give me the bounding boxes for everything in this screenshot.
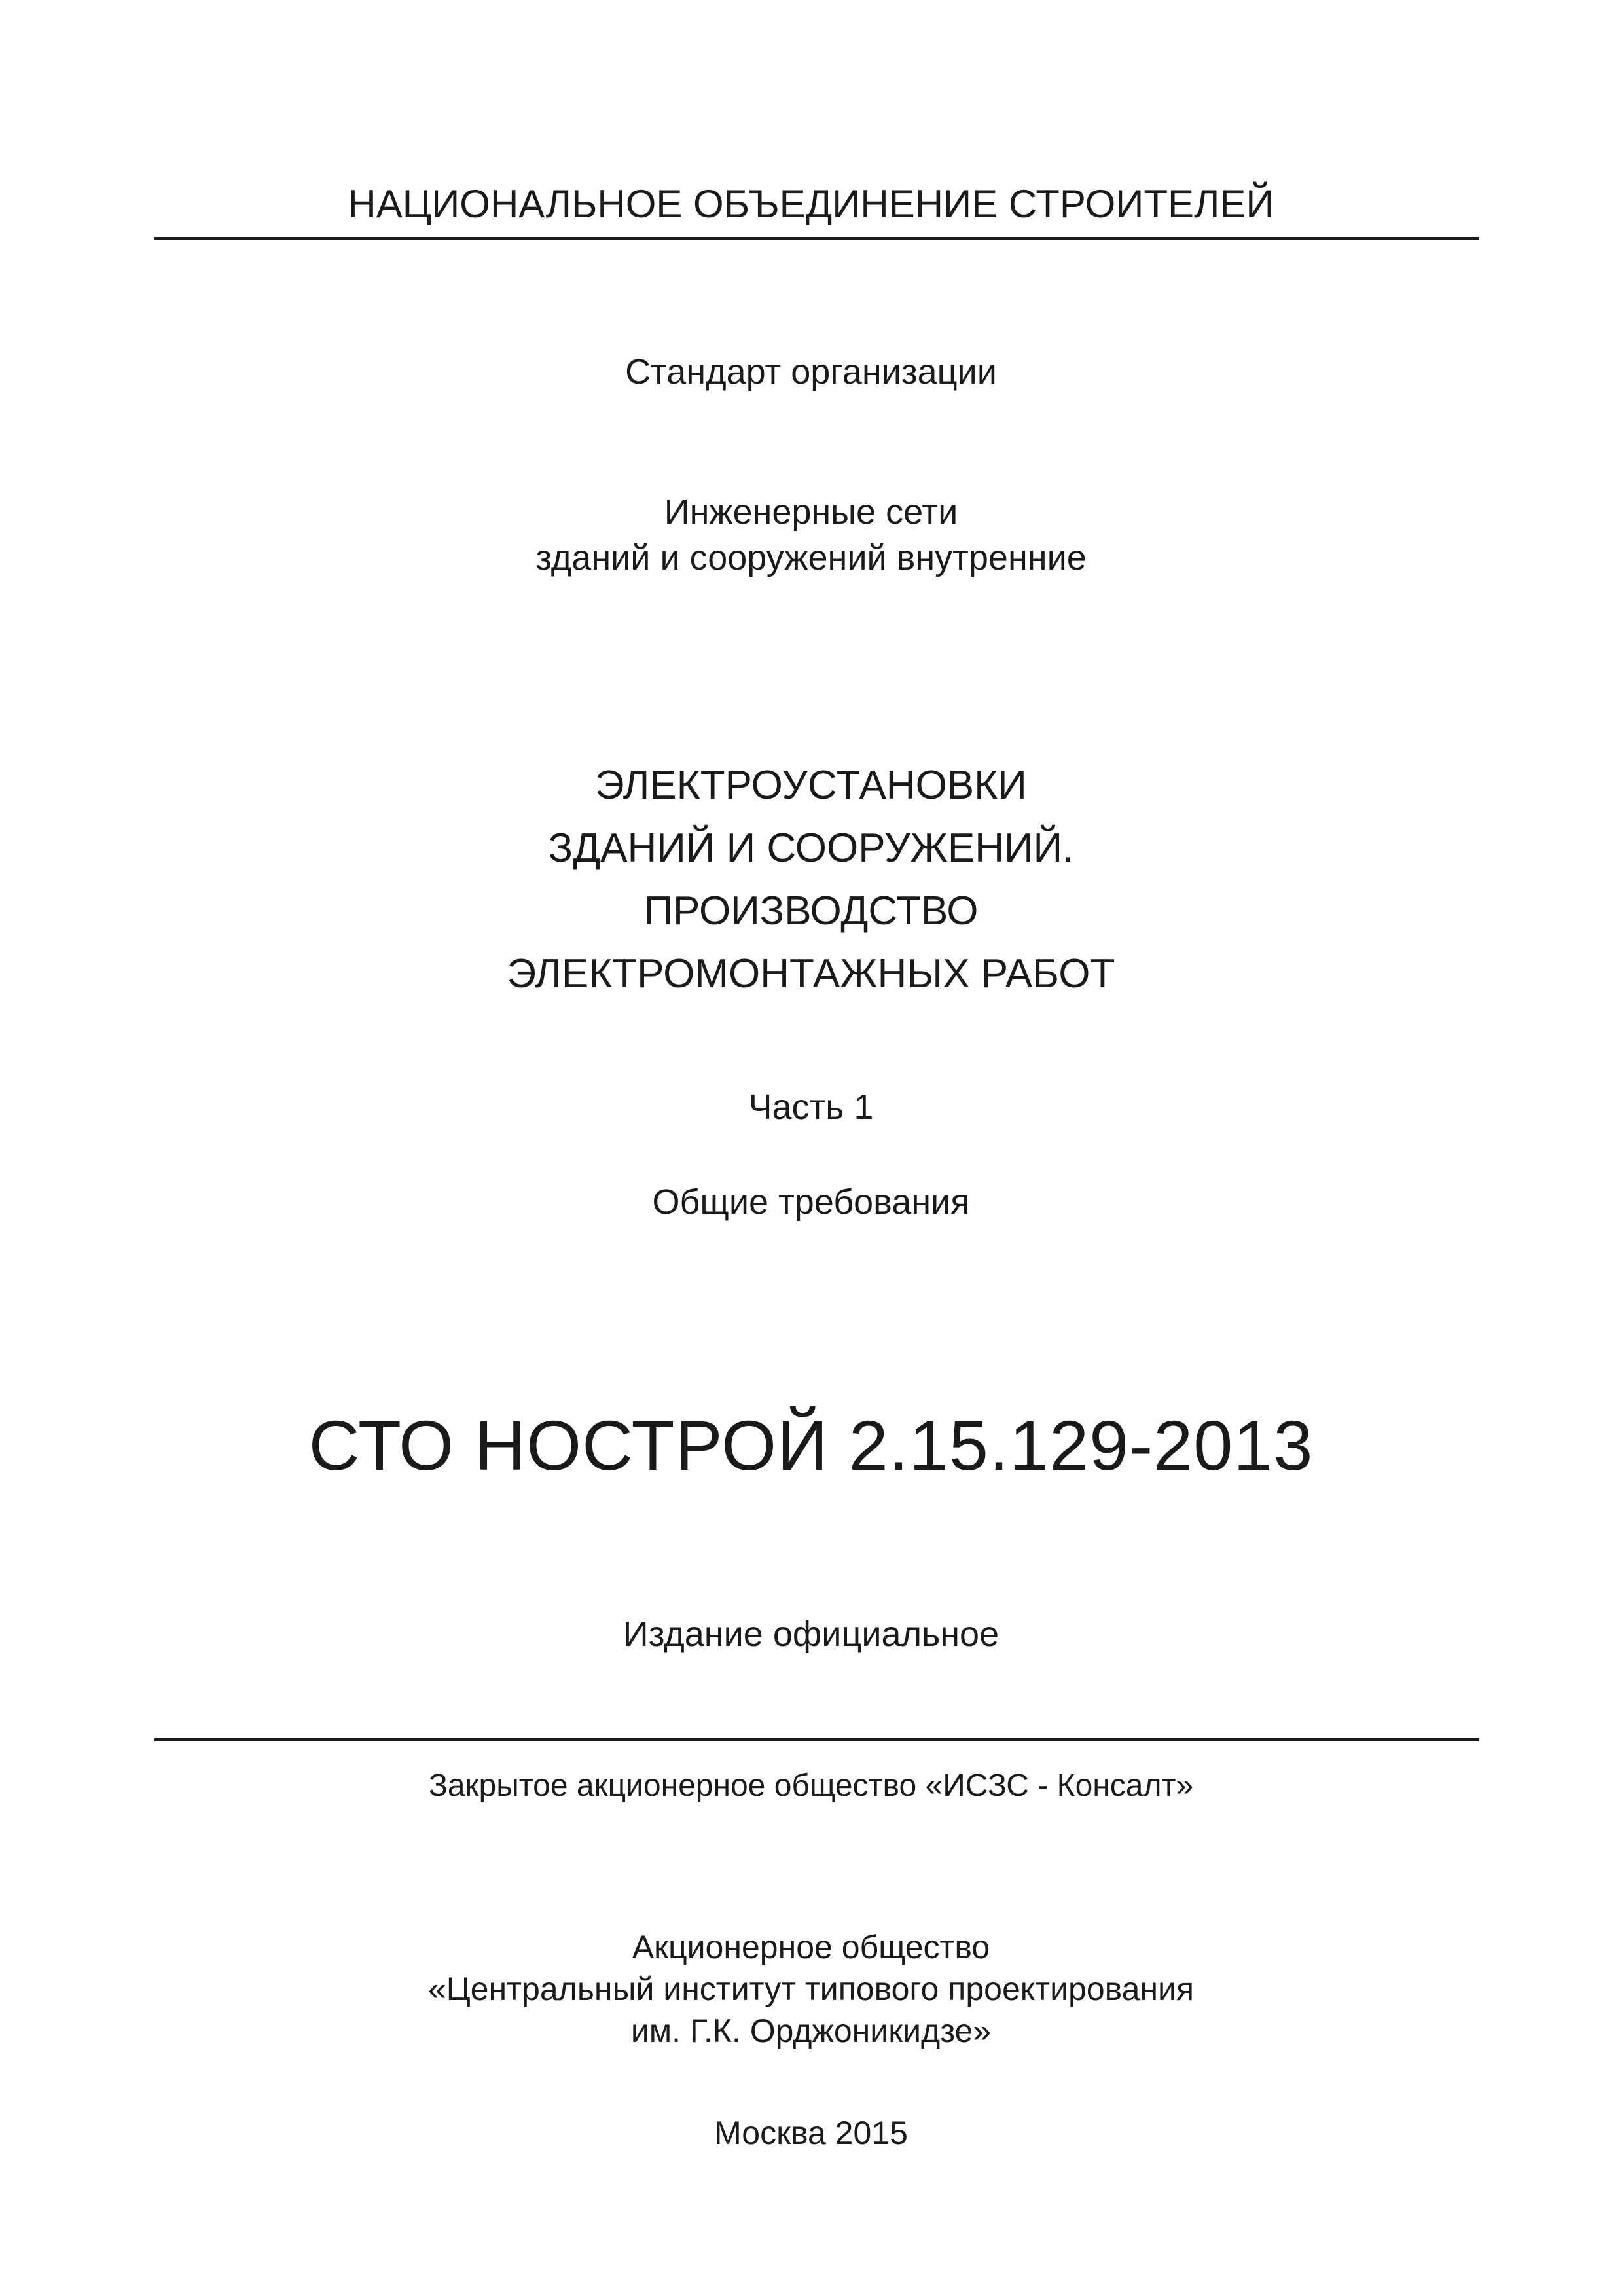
footer-divider (154, 1738, 1479, 1741)
organization-name: НАЦИОНАЛЬНОЕ ОБЪЕДИНЕНИЕ СТРОИТЕЛЕЙ (348, 182, 1274, 226)
series-line-1: Инженерные сети (664, 492, 958, 532)
title-line-3: ПРОИЗВОДСТВО (643, 888, 979, 934)
institute-name (0, 1926, 1622, 2052)
institute-line-3: им. Г.К. Орджоникидзе» (630, 2013, 992, 2049)
part-title: Общие требования (652, 1182, 970, 1222)
header-divider (154, 237, 1479, 240)
title-line-2: ЗДАНИЙ И СООРУЖЕНИЙ. (548, 826, 1074, 871)
standard-code: СТО НОСТРОЙ 2.15.129-2013 (308, 1406, 1314, 1485)
title-line-4: ЭЛЕКТРОМОНТАЖНЫХ РАБОТ (507, 951, 1115, 996)
institute-line-1: Акционерное общество (632, 1929, 990, 1965)
series-title (0, 489, 1622, 581)
document-title (0, 754, 1622, 1006)
part-number: Часть 1 (748, 1087, 874, 1127)
publisher-name: Закрытое акционерное общество «ИСЗС - Консалт» (428, 1768, 1194, 1803)
city-year: Москва 2015 (714, 2115, 908, 2151)
series-line-2: зданий и сооружений внутренние (535, 538, 1087, 577)
edition-label: Издание официальное (622, 1614, 1000, 1654)
institute-line-2: «Центральный институт типового проектирования (427, 1971, 1195, 2007)
standard-type: Стандарт организации (625, 352, 997, 392)
title-line-1: ЭЛЕКТРОУСТАНОВКИ (595, 763, 1027, 808)
